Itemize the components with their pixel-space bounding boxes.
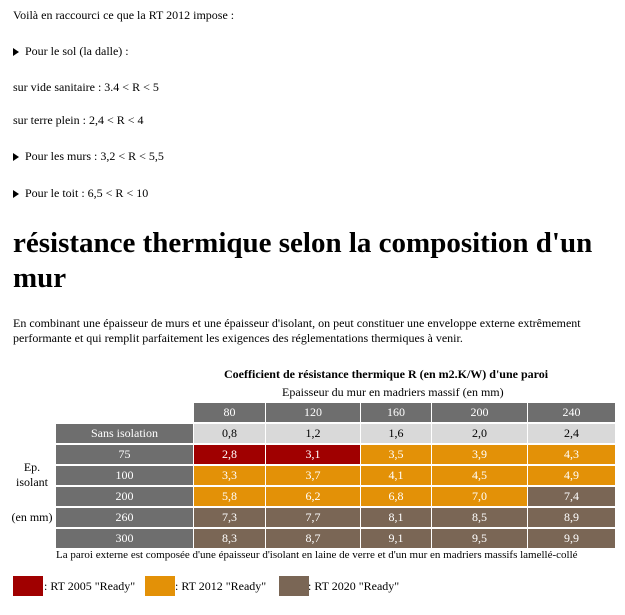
- table-cell: 7,4: [528, 487, 615, 506]
- req-terre-plein: sur terre plein : 2,4 < R < 4: [13, 113, 144, 127]
- req-murs-text: Pour les murs : 3,2 < R < 5,5: [25, 149, 164, 163]
- table-cell: 3,3: [194, 466, 265, 485]
- table-cell: 8,9: [528, 508, 615, 527]
- table-cell: 9,5: [432, 529, 527, 548]
- req-murs: [13, 149, 164, 163]
- column-header: 200: [432, 403, 527, 422]
- side-label: Ep. isolant: [16, 460, 48, 489]
- legend-swatch: [279, 576, 309, 596]
- table-cell: 8,3: [194, 529, 265, 548]
- table-cell: 6,8: [361, 487, 431, 506]
- row-label: 260: [56, 508, 193, 527]
- bullet-arrow-icon: [13, 153, 19, 161]
- table-cell: 7,3: [194, 508, 265, 527]
- table-cell: 2,8: [194, 445, 265, 464]
- req-toit-text: Pour le toit : 6,5 < R < 10: [25, 186, 149, 200]
- table-cell: 1,6: [361, 424, 431, 443]
- table-cell: 4,5: [432, 466, 527, 485]
- bullet-arrow-icon: [13, 48, 19, 56]
- table-cell: 2,0: [432, 424, 527, 443]
- table-cell: 1,2: [266, 424, 360, 443]
- table-cell: 4,3: [528, 445, 615, 464]
- row-label: Sans isolation: [56, 424, 193, 443]
- table-title: Coefficient de résistance thermique R (en m2.K/W) d'une paroi: [224, 367, 549, 381]
- legend-label: : RT 2005 "Ready": [44, 579, 136, 593]
- section-heading: résistance thermique selon la composition d'un mur: [13, 227, 593, 294]
- column-header: 160: [361, 403, 431, 422]
- table-subtitle: Epaisseur du mur en madriers massif (en mm): [282, 385, 504, 399]
- table-cell: 4,9: [528, 466, 615, 485]
- req-vide-sanitaire: sur vide sanitaire : 3.4 < R < 5: [13, 80, 159, 94]
- table-cell: 9,1: [361, 529, 431, 548]
- table-cell: 9,9: [528, 529, 615, 548]
- row-label: 75: [56, 445, 193, 464]
- table-cell: 3,1: [266, 445, 360, 464]
- row-label: 200: [56, 487, 193, 506]
- table-cell: 3,7: [266, 466, 360, 485]
- intro-paragraph: En combinant une épaisseur de murs et une épaisseur d'isolant, on peut constituer une enveloppe externe extrêmement performante et qui remplit parfaitement les exigences des réglementations thermiques à venir.: [13, 316, 581, 345]
- table-cell: 0,8: [194, 424, 265, 443]
- table-cell: 7,0: [432, 487, 527, 506]
- req-toit: [13, 186, 148, 200]
- row-label: 300: [56, 529, 193, 548]
- column-header: 240: [528, 403, 615, 422]
- table-cell: 5,8: [194, 487, 265, 506]
- req-sol-text: Pour le sol (la dalle) :: [25, 44, 129, 58]
- table-cell: 8,7: [266, 529, 360, 548]
- column-header: 120: [266, 403, 360, 422]
- legend-swatch: [145, 576, 175, 596]
- legend-label: : RT 2020 "Ready": [308, 579, 400, 593]
- table-cell: 7,7: [266, 508, 360, 527]
- table-cell: 8,5: [432, 508, 527, 527]
- side-unit: (en mm): [11, 510, 53, 524]
- table-cell: 8,1: [361, 508, 431, 527]
- row-label: 100: [56, 466, 193, 485]
- table-cell: 6,2: [266, 487, 360, 506]
- table-cell: 4,1: [361, 466, 431, 485]
- column-header: 80: [194, 403, 265, 422]
- legend-label: : RT 2012 "Ready": [175, 579, 267, 593]
- table-note: La paroi externe est composée d'une épaisseur d'isolant en laine de verre et d'un mur en madriers massifs lamellé-collé: [56, 549, 578, 561]
- req-sol: [13, 44, 129, 58]
- table-cell: 2,4: [528, 424, 615, 443]
- bullet-arrow-icon: [13, 190, 19, 198]
- legend-swatch: [13, 576, 43, 596]
- intro-line: Voilà en raccourci ce que la RT 2012 impose :: [13, 8, 235, 22]
- table-cell: 3,9: [432, 445, 527, 464]
- table-cell: 3,5: [361, 445, 431, 464]
